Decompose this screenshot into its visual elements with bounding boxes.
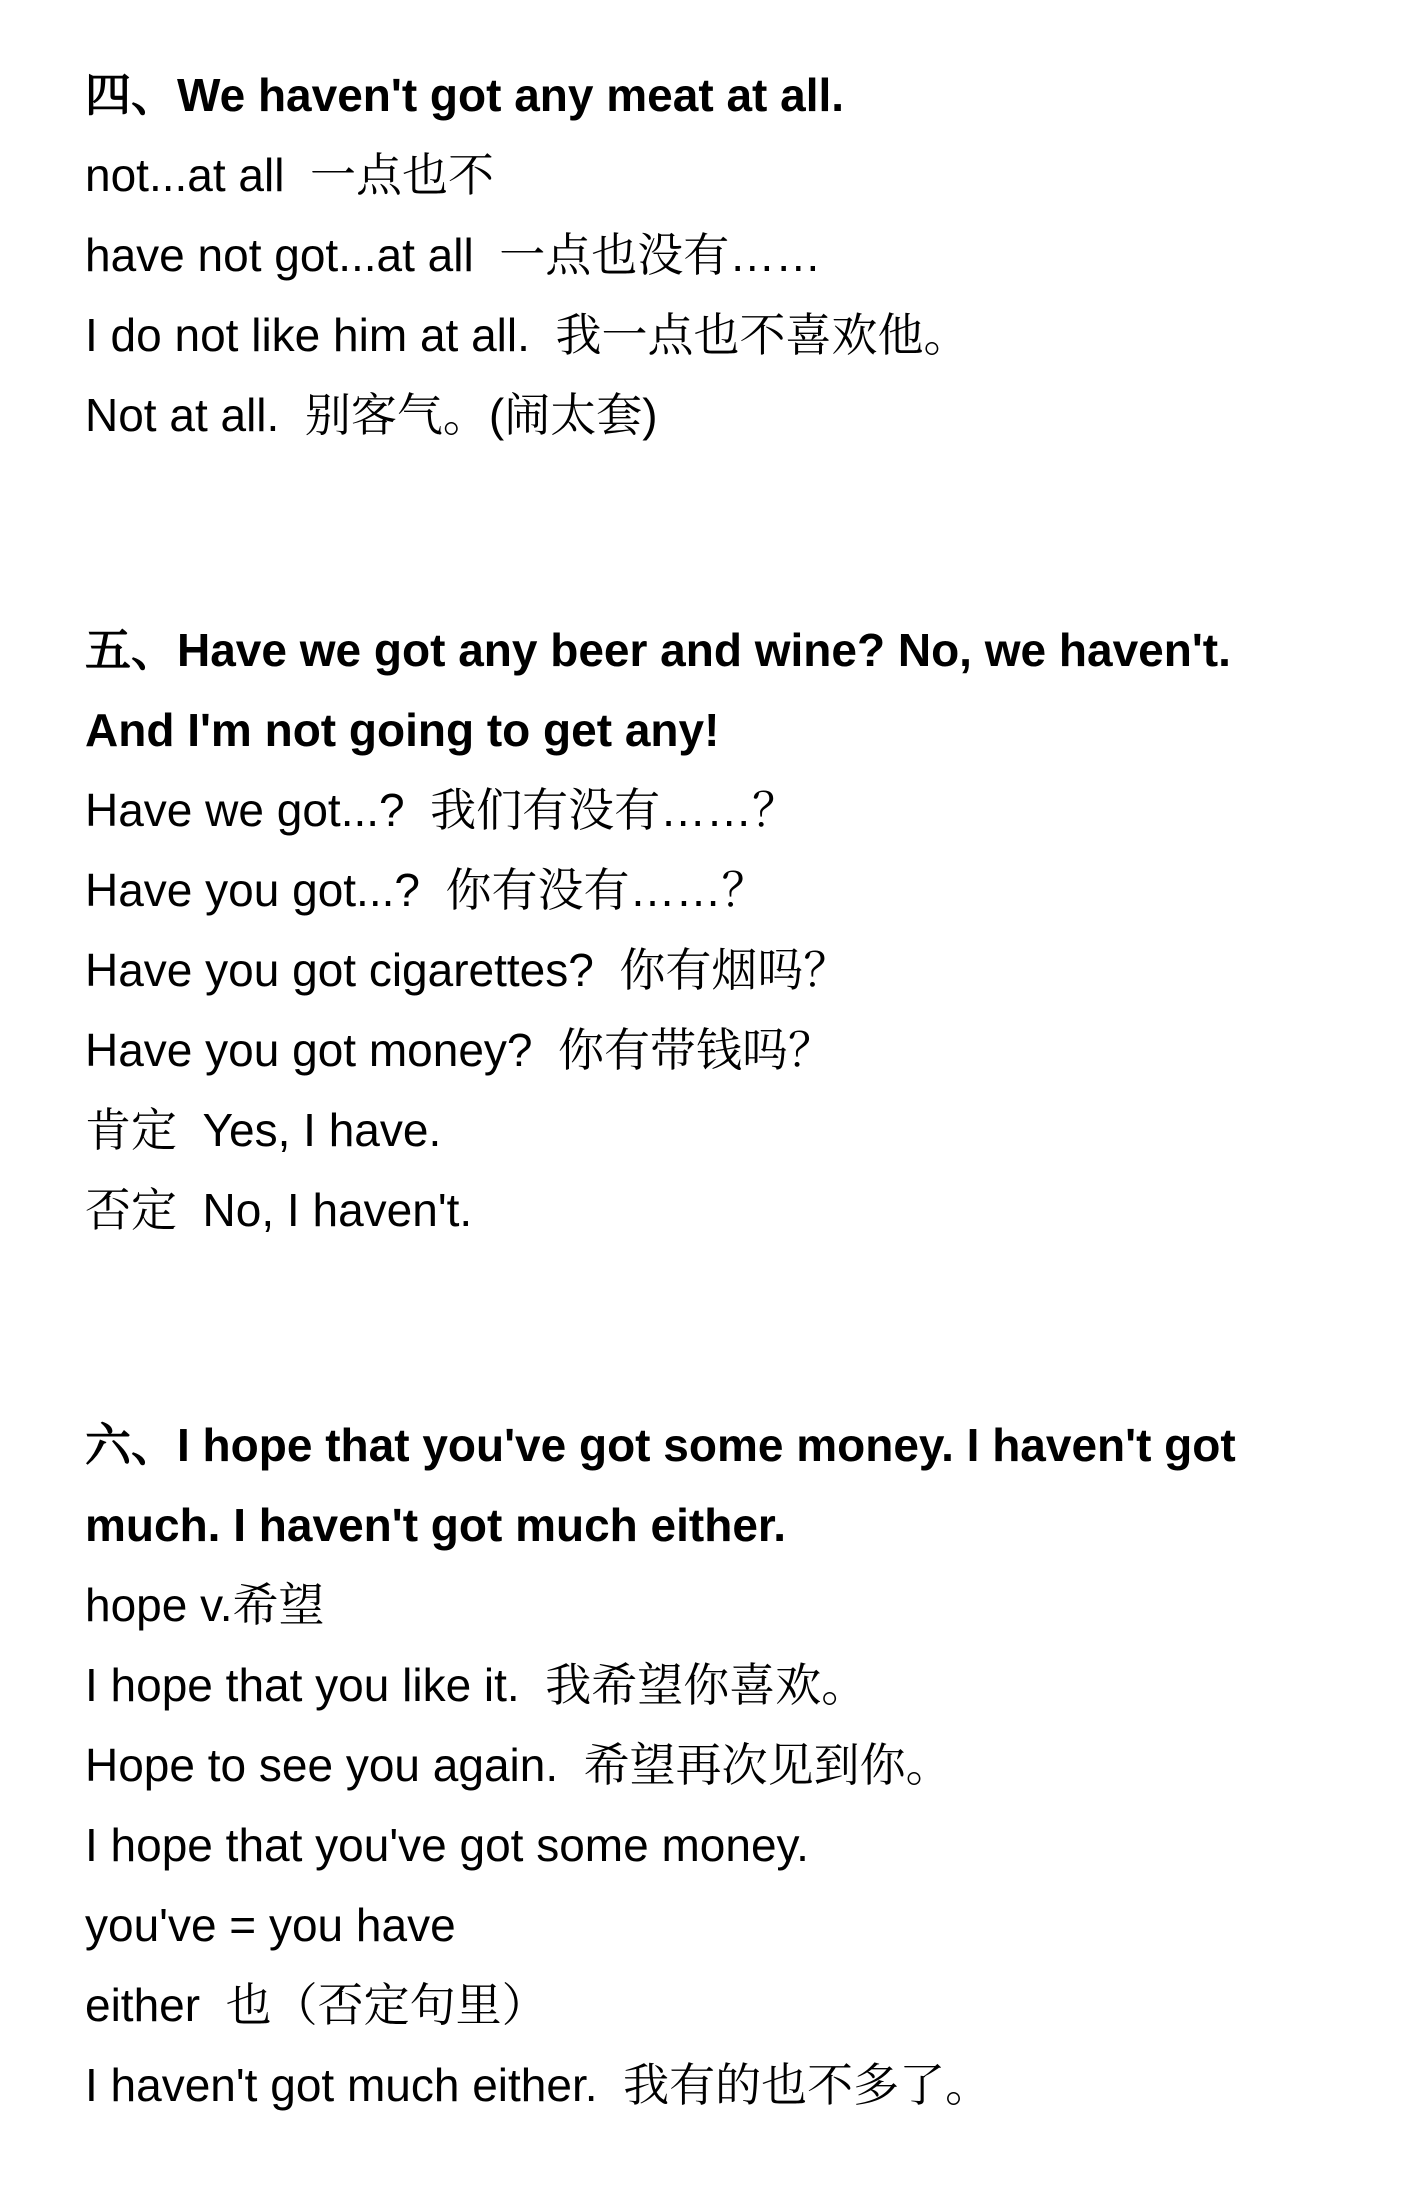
text-line: Have you got cigarettes? 你有烟吗？	[85, 944, 850, 996]
text-line: hope v.希望	[85, 1579, 325, 1631]
text-line: Have we got...? 我们有没有……？	[85, 784, 799, 836]
section-heading-line: 六、I hope that you've got some money. I haven't got	[85, 1419, 1236, 1471]
text-line: 否定 No, I haven't.	[85, 1184, 473, 1236]
text-line: Have you got money? 你有带钱吗？	[85, 1024, 835, 1076]
section-five	[85, 610, 1337, 1250]
text-line: I haven't got much either. 我有的也不多了。	[85, 2059, 992, 2111]
section-heading-line: And I'm not going to get any!	[85, 704, 720, 756]
text-line: Not at all. 别客气。(闹太套)	[85, 389, 658, 441]
text-line: have not got...at all 一点也没有……	[85, 229, 822, 281]
text-line: I hope that you've got some money.	[85, 1819, 809, 1871]
section-heading-line: 五、Have we got any beer and wine? No, we haven't.	[85, 624, 1231, 676]
section-heading-line: much. I haven't got much either.	[85, 1499, 787, 1551]
section-four	[85, 55, 1337, 455]
text-line: 肯定 Yes, I have.	[85, 1104, 442, 1156]
text-line: I do not like him at all. 我一点也不喜欢他。	[85, 309, 970, 361]
text-line: you've = you have	[85, 1899, 456, 1951]
text-line: either 也（否定句里）	[85, 1979, 548, 2031]
section-six	[85, 1405, 1337, 2125]
section-heading-line: 四、We haven't got any meat at all.	[85, 69, 845, 121]
text-line: Hope to see you again. 希望再次见到你。	[85, 1739, 952, 1791]
text-line: not...at all 一点也不	[85, 149, 495, 201]
text-line: I hope that you like it. 我希望你喜欢。	[85, 1659, 868, 1711]
text-line: Have you got...? 你有没有……？	[85, 864, 768, 916]
